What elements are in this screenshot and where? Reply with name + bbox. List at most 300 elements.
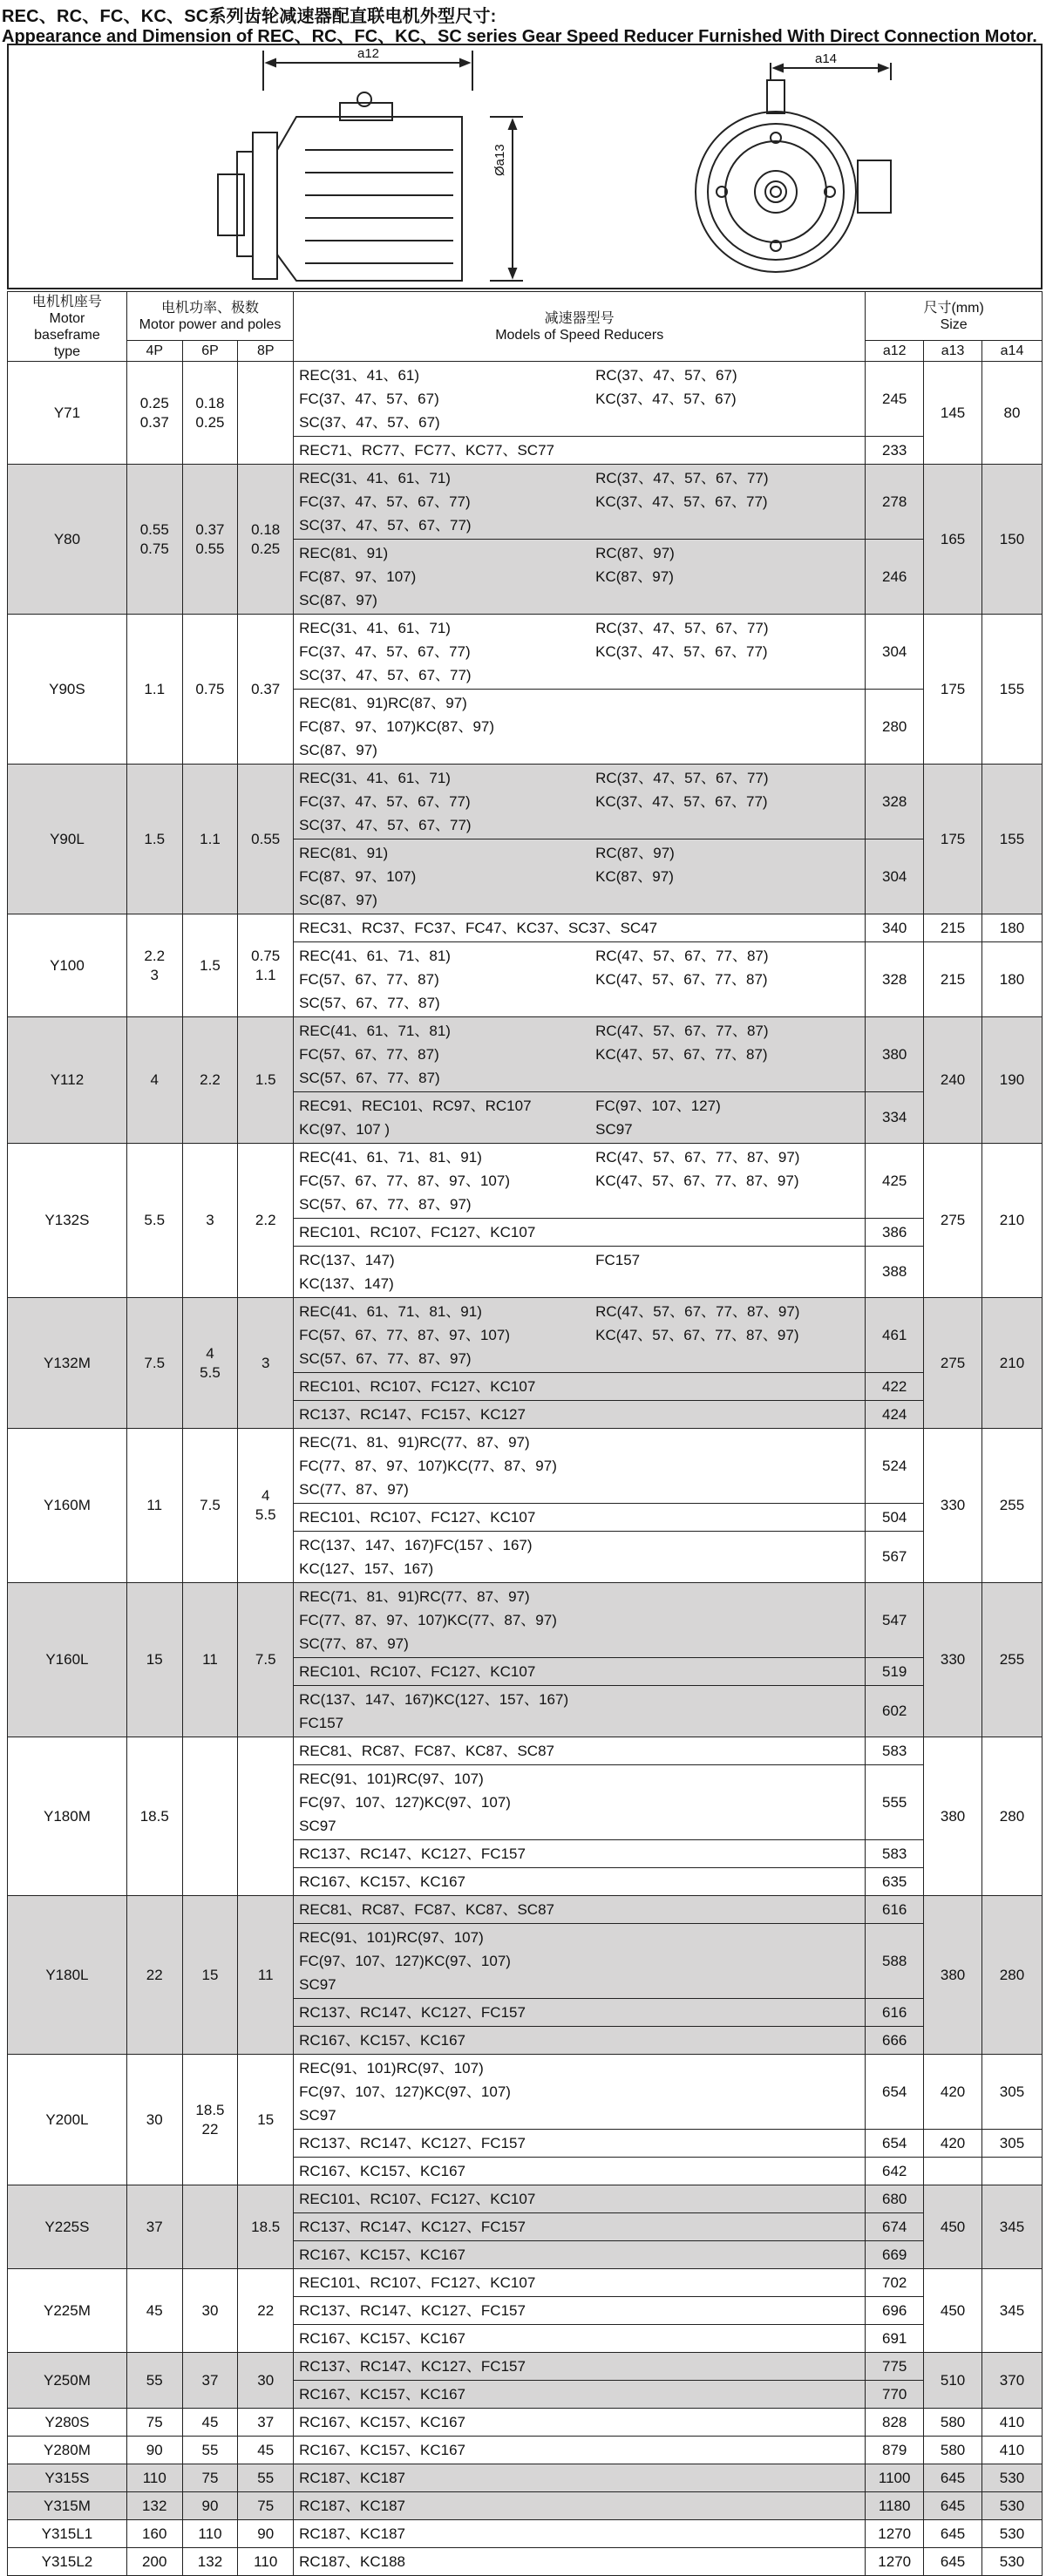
power-8p-cell [238, 2269, 294, 2353]
power-6p-cell-line: 132 [197, 2552, 223, 2570]
model-text: REC(71、81、91)RC(77、87、97) [299, 1434, 530, 1451]
power-4p-cell-line: 1.1 [144, 680, 166, 697]
power-4p-cell-line: 55 [146, 2371, 163, 2389]
model-text: SC97 [299, 1818, 336, 1834]
model-text: KC(47、57、67、77、87、97) [595, 1327, 799, 1343]
power-4p-cell-line: 0.55 [139, 520, 169, 538]
a12-cell: 602 [866, 1686, 924, 1737]
power-6p-cell-line: 18.5 [195, 2101, 225, 2118]
reducer-models-cell [294, 2381, 866, 2409]
power-8p-cell-line: 30 [257, 2371, 275, 2389]
baseframe-cell-line: Y132M [44, 1354, 91, 1371]
model-text: REC(81、91) [299, 845, 389, 861]
power-6p-cell [182, 2409, 238, 2437]
power-4p-cell-line: 7.5 [144, 1354, 166, 1371]
a13-cell: 645 [924, 2520, 982, 2548]
baseframe-cell-line: Y180L [45, 1966, 89, 1983]
model-text: REC(31、41、61、71) [299, 770, 451, 786]
model-text: RC137、RC147、KC127、FC157 [299, 2302, 526, 2319]
power-6p-cell-line: 5.5 [200, 1363, 221, 1381]
reducer-models-cell [294, 2158, 866, 2185]
model-text: FC(57、67、77、87) [299, 971, 439, 988]
reducer-models-cell [294, 465, 866, 540]
reducer-models-cell [294, 2297, 866, 2325]
power-4p-cell [126, 2269, 182, 2353]
model-text: SC(37、47、57、67、77) [299, 517, 472, 534]
baseframe-cell [8, 2409, 127, 2437]
power-8p-cell-line: 15 [257, 2110, 275, 2128]
power-8p-cell-line: 18.5 [251, 2218, 281, 2235]
model-text: RC(37、47、57、67、77) [595, 770, 769, 786]
model-text: REC91、REC101、RC97、RC107 [299, 1098, 532, 1114]
table-row [8, 2185, 1043, 2213]
a14-cell: 305 [981, 2130, 1042, 2158]
a13-cell: 580 [924, 2437, 982, 2464]
power-8p-cell-line: 0.75 [251, 947, 281, 964]
model-text: SC97 [595, 1121, 633, 1138]
model-text: REC31、RC37、FC37、FC47、KC37、SC37、SC47 [299, 920, 658, 936]
power-6p-cell [182, 2269, 238, 2353]
a13-cell: 450 [924, 2185, 982, 2269]
power-6p-cell-line: 2.2 [200, 1071, 221, 1088]
power-4p-cell [126, 765, 182, 914]
baseframe-cell [8, 1429, 127, 1583]
power-8p-cell-line: 5.5 [255, 1506, 276, 1523]
model-text: KC(47、57、67、77、87、97) [595, 1172, 799, 1189]
power-8p-cell-line: 37 [257, 2413, 275, 2430]
power-4p-cell [126, 1144, 182, 1298]
a12-cell: 669 [866, 2241, 924, 2269]
reducer-models-cell [294, 2409, 866, 2437]
power-4p-cell [126, 1298, 182, 1429]
a13-cell: 645 [924, 2492, 982, 2520]
baseframe-cell [8, 2548, 127, 2576]
baseframe-cell [8, 2492, 127, 2520]
power-4p-cell-line: 3 [150, 966, 159, 983]
reducer-models-cell [294, 1144, 866, 1219]
table-row [8, 2055, 1043, 2130]
a12-cell: 280 [866, 690, 924, 765]
power-8p-cell [238, 2548, 294, 2576]
power-8p-cell [238, 914, 294, 1017]
power-6p-cell [182, 1583, 238, 1737]
power-4p-cell-line: 110 [142, 2469, 166, 2486]
power-8p-cell-line: 3 [261, 1354, 270, 1371]
power-8p-cell [238, 1896, 294, 2055]
power-6p-cell [182, 1429, 238, 1583]
baseframe-cell [8, 1583, 127, 1737]
a12-cell: 616 [866, 1999, 924, 2027]
a14-cell: 155 [981, 615, 1042, 765]
model-text: SC(57、67、77、87) [299, 995, 440, 1011]
power-4p-cell [126, 362, 182, 465]
baseframe-cell-line: Y132S [44, 1212, 90, 1228]
power-6p-cell [182, 1144, 238, 1298]
baseframe-cell [8, 2185, 127, 2269]
a12-cell: 519 [866, 1658, 924, 1686]
model-text: RC(47、57、67、77、87) [595, 948, 769, 964]
power-6p-cell [182, 2055, 238, 2185]
table-row [8, 2269, 1043, 2297]
power-4p-cell-line: 22 [146, 1966, 163, 1983]
a13-cell: 175 [924, 765, 982, 914]
reducer-models-cell [294, 362, 866, 437]
reducer-models-cell [294, 437, 866, 465]
model-text: RC167、KC157、KC167 [299, 2246, 465, 2263]
a14-cell: 190 [981, 1017, 1042, 1144]
a12-cell: 304 [866, 615, 924, 690]
power-8p-cell-line: 55 [257, 2469, 275, 2486]
baseframe-cell [8, 1737, 127, 1896]
baseframe-cell-line: Y90S [49, 680, 85, 697]
a13-cell: 450 [924, 2269, 982, 2353]
model-text: REC(91、101)RC(97、107) [299, 1771, 484, 1787]
power-8p-cell-line: 1.5 [255, 1071, 276, 1088]
model-text: RC(137、147) [299, 1252, 395, 1268]
a13-cell: 420 [924, 2055, 982, 2130]
a12-cell: 702 [866, 2269, 924, 2297]
power-4p-cell-line: 75 [146, 2413, 163, 2430]
a14-cell: 280 [981, 1737, 1042, 1896]
model-text: KC(87、97) [595, 568, 674, 585]
power-4p-cell-line: 2.2 [144, 947, 166, 964]
reducer-models-cell [294, 1765, 866, 1840]
a12-cell: 304 [866, 839, 924, 914]
reducer-models-cell [294, 1504, 866, 1532]
power-4p-cell-line: 18.5 [139, 1807, 169, 1825]
reducer-models-cell [294, 1868, 866, 1896]
a13-cell [924, 2158, 982, 2185]
power-8p-cell-line: 75 [257, 2497, 275, 2514]
model-text: REC(31、41、61、71) [299, 620, 451, 636]
model-text: FC(77、87、97、107)KC(77、87、97) [299, 1612, 557, 1628]
a14-cell: 155 [981, 765, 1042, 914]
baseframe-cell-line: Y225S [44, 2218, 90, 2235]
power-4p-cell-line: 1.5 [144, 830, 166, 847]
model-text: RC167、KC157、KC167 [299, 2414, 465, 2430]
dimension-table [7, 291, 1043, 2576]
a14-cell: 210 [981, 1298, 1042, 1429]
model-text: RC187、KC187 [299, 2470, 406, 2486]
baseframe-cell [8, 1144, 127, 1298]
model-text: REC81、RC87、FC87、KC87、SC87 [299, 1743, 554, 1759]
power-6p-cell [182, 2520, 238, 2548]
reducer-models-cell [294, 1017, 866, 1092]
table-row [8, 2409, 1043, 2437]
title-english: Appearance and Dimension of REC、RC、FC、KC、SC series Gear Speed Reducer Furnished With Direct Connection Motor. [2, 27, 1037, 46]
a12-cell: 674 [866, 2213, 924, 2241]
baseframe-cell [8, 2055, 127, 2185]
reducer-models-cell [294, 1298, 866, 1373]
a12-cell: 879 [866, 2437, 924, 2464]
a13-cell: 420 [924, 2130, 982, 2158]
model-text: FC(57、67、77、87、97、107) [299, 1172, 511, 1189]
a13-cell: 165 [924, 465, 982, 615]
baseframe-cell [8, 2520, 127, 2548]
reducer-models-cell [294, 1737, 866, 1765]
table-row [8, 765, 1043, 839]
power-6p-cell [182, 1017, 238, 1144]
model-text: FC(87、97、107) [299, 568, 417, 585]
a12-cell: 424 [866, 1401, 924, 1429]
a12-cell: 328 [866, 765, 924, 839]
power-4p-cell-line: 4 [150, 1071, 159, 1088]
power-4p-cell [126, 2437, 182, 2464]
power-6p-cell-line: 75 [201, 2469, 219, 2486]
model-text: RC(87、97) [595, 845, 675, 861]
table-row [8, 615, 1043, 690]
reducer-models-cell [294, 615, 866, 690]
a12-cell: 388 [866, 1247, 924, 1298]
reducer-models-cell [294, 1092, 866, 1144]
power-6p-cell-line: 110 [198, 2525, 222, 2542]
motor-dimension-drawing [7, 44, 1043, 289]
baseframe-cell-line: Y315L1 [41, 2525, 93, 2542]
model-text: REC101、RC107、FC127、KC107 [299, 1663, 536, 1680]
a12-cell: 654 [866, 2130, 924, 2158]
a13-cell: 215 [924, 914, 982, 942]
baseframe-cell [8, 1896, 127, 2055]
baseframe-cell-line: Y71 [53, 404, 81, 421]
power-4p-cell [126, 1896, 182, 2055]
reducer-models-cell [294, 2241, 866, 2269]
a12-cell: 691 [866, 2325, 924, 2353]
a12-cell: 635 [866, 1868, 924, 1896]
power-8p-cell [238, 2409, 294, 2437]
model-text: RC(47、57、67、77、87、97) [595, 1303, 800, 1320]
table-row [8, 1144, 1043, 1219]
model-text: SC(57、67、77、87、97) [299, 1350, 472, 1367]
reducer-models-cell [294, 1429, 866, 1504]
power-6p-cell-line: 0.37 [195, 520, 225, 538]
model-text: RC187、KC187 [299, 2498, 406, 2514]
model-text: FC(97、107、127)KC(97、107) [299, 1953, 511, 1969]
model-text: FC(77、87、97、107)KC(77、87、97) [299, 1458, 557, 1474]
power-4p-cell [126, 1017, 182, 1144]
power-8p-cell [238, 465, 294, 615]
power-6p-cell-line: 4 [206, 1344, 214, 1362]
power-4p-cell-line: 37 [146, 2218, 163, 2235]
model-text: RC167、KC157、KC167 [299, 2163, 465, 2179]
a13-cell: 645 [924, 2464, 982, 2492]
model-text: FC(97、107、127)KC(97、107) [299, 1794, 511, 1811]
baseframe-cell-line: Y160L [45, 1651, 89, 1668]
power-4p-cell [126, 1583, 182, 1737]
model-text: SC(57、67、77、87、97) [299, 1196, 472, 1213]
power-8p-cell [238, 615, 294, 765]
a14-cell: 530 [981, 2464, 1042, 2492]
model-text: RC137、RC147、KC127、FC157 [299, 2135, 526, 2151]
model-text: RC187、KC187 [299, 2525, 406, 2542]
a13-cell: 330 [924, 1583, 982, 1737]
a12-cell: 616 [866, 1896, 924, 1924]
power-6p-cell-line: 0.75 [195, 680, 225, 697]
power-4p-cell [126, 465, 182, 615]
model-text: REC81、RC87、FC87、KC87、SC87 [299, 1901, 554, 1918]
model-text: KC(137、147) [299, 1275, 394, 1292]
table-row [8, 2464, 1043, 2492]
a12-cell: 461 [866, 1298, 924, 1373]
model-text: RC187、KC188 [299, 2553, 406, 2570]
power-6p-cell [182, 2464, 238, 2492]
power-6p-cell [182, 362, 238, 465]
model-text: REC101、RC107、FC127、KC107 [299, 2191, 536, 2207]
a13-cell: 380 [924, 1737, 982, 1896]
model-text: REC101、RC107、FC127、KC107 [299, 1509, 536, 1526]
header-4p: 4P [126, 341, 182, 362]
power-4p-cell-line: 30 [146, 2110, 163, 2128]
baseframe-cell-line: Y250M [44, 2371, 91, 2389]
table-row [8, 465, 1043, 540]
a13-cell: 330 [924, 1429, 982, 1583]
power-6p-cell [182, 2185, 238, 2269]
reducer-models-cell [294, 2520, 866, 2548]
model-text: RC137、RC147、KC127、FC157 [299, 2358, 526, 2375]
a12-cell: 504 [866, 1504, 924, 1532]
a13-cell: 580 [924, 2409, 982, 2437]
model-text: RC(47、57、67、77、87) [595, 1023, 769, 1039]
reducer-models-cell [294, 1401, 866, 1429]
power-8p-cell-line: 0.18 [251, 520, 281, 538]
baseframe-cell [8, 615, 127, 765]
power-8p-cell [238, 2492, 294, 2520]
model-text: REC(81、91)RC(87、97) [299, 695, 467, 711]
a12-cell: 555 [866, 1765, 924, 1840]
table-row [8, 2492, 1043, 2520]
a13-cell: 380 [924, 1896, 982, 2055]
reducer-models-cell [294, 2353, 866, 2381]
baseframe-cell-line: Y80 [53, 530, 81, 547]
baseframe-cell-line: Y315S [44, 2469, 90, 2486]
model-text: RC167、KC157、KC167 [299, 2386, 465, 2403]
power-4p-cell-line: 200 [142, 2552, 167, 2570]
model-text: REC(71、81、91)RC(77、87、97) [299, 1588, 530, 1605]
power-4p-cell-line: 11 [146, 1497, 163, 1513]
model-text: KC(97、107 ) [299, 1121, 391, 1138]
a12-cell: 588 [866, 1924, 924, 1999]
a12-cell: 524 [866, 1429, 924, 1504]
model-text: RC137、RC147、KC127、FC157 [299, 2219, 526, 2235]
power-4p-cell [126, 2492, 182, 2520]
power-6p-cell [182, 1737, 238, 1896]
header-a12: a12 [866, 341, 924, 362]
power-4p-cell-line: 132 [142, 2497, 167, 2514]
table-row [8, 914, 1043, 942]
model-text: REC71、RC77、FC77、KC77、SC77 [299, 442, 554, 459]
a12-cell: 380 [866, 1017, 924, 1092]
a12-cell: 583 [866, 1840, 924, 1868]
model-text: REC(41、61、71、81、91) [299, 1303, 482, 1320]
a12-cell: 386 [866, 1219, 924, 1247]
power-4p-cell [126, 2055, 182, 2185]
a14-cell: 410 [981, 2409, 1042, 2437]
header-a14: a14 [981, 341, 1042, 362]
power-6p-cell [182, 2548, 238, 2576]
model-text: SC(37、47、57、67) [299, 414, 440, 431]
model-text: FC157 [299, 1715, 344, 1731]
power-6p-cell-line: 11 [202, 1651, 218, 1668]
model-text: RC167、KC157、KC167 [299, 2442, 465, 2458]
model-text: FC(37、47、57、67) [299, 391, 439, 407]
power-4p-cell [126, 1429, 182, 1583]
a12-cell: 340 [866, 914, 924, 942]
power-8p-cell-line: 7.5 [255, 1651, 276, 1668]
baseframe-cell-line: Y315L2 [41, 2552, 93, 2570]
power-4p-cell-line: 0.25 [139, 394, 169, 411]
reducer-models-cell [294, 765, 866, 839]
model-text: SC(87、97) [299, 592, 377, 608]
a12-cell: 1270 [866, 2548, 924, 2576]
reducer-models-cell [294, 1219, 866, 1247]
power-6p-cell-line: 0.18 [195, 394, 225, 411]
baseframe-cell [8, 465, 127, 615]
power-8p-cell-line: 2.2 [255, 1212, 276, 1228]
model-text: RC(37、47、57、67) [595, 367, 737, 384]
power-6p-cell-line: 55 [201, 2441, 219, 2458]
table-row [8, 1017, 1043, 1092]
reducer-models-cell [294, 1896, 866, 1924]
power-6p-cell-line: 30 [201, 2301, 219, 2319]
header-8p: 8P [238, 341, 294, 362]
reducer-models-cell [294, 690, 866, 765]
reducer-models-cell [294, 839, 866, 914]
power-8p-cell-line: 0.55 [251, 830, 281, 847]
power-4p-cell [126, 2409, 182, 2437]
power-8p-cell-line: 45 [257, 2441, 275, 2458]
model-text: REC(41、61、71、81) [299, 948, 451, 964]
power-8p-cell-line: 110 [254, 2552, 278, 2570]
header-models: 减速器型号 Models of Speed Reducers [294, 292, 866, 362]
a12-cell: 246 [866, 540, 924, 615]
a14-cell: 210 [981, 1144, 1042, 1298]
model-text: RC137、RC147、FC157、KC127 [299, 1406, 526, 1423]
power-8p-cell [238, 765, 294, 914]
baseframe-cell [8, 914, 127, 1017]
power-6p-cell [182, 465, 238, 615]
power-4p-cell [126, 2548, 182, 2576]
power-8p-cell [238, 1583, 294, 1737]
model-text: REC(31、41、61、71) [299, 470, 451, 486]
model-text: RC167、KC157、KC167 [299, 2330, 465, 2347]
power-8p-cell [238, 1017, 294, 1144]
model-text: RC(137、147、167)KC(127、157、167) [299, 1691, 569, 1708]
power-6p-cell-line: 1.1 [200, 830, 221, 847]
header-power: 电机功率、极数 Motor power and poles [126, 292, 293, 341]
power-4p-cell-line: 15 [146, 1651, 163, 1668]
model-text: KC(47、57、67、77、87) [595, 1046, 768, 1063]
a12-cell: 328 [866, 942, 924, 1017]
baseframe-cell [8, 765, 127, 914]
power-4p-cell-line: 0.37 [139, 413, 169, 431]
reducer-models-cell [294, 2213, 866, 2241]
model-text: RC(47、57、67、77、87、97) [595, 1149, 800, 1166]
model-text: REC101、RC107、FC127、KC107 [299, 1378, 536, 1395]
reducer-models-cell [294, 2269, 866, 2297]
a13-cell: 645 [924, 2548, 982, 2576]
power-4p-cell-line: 45 [146, 2301, 163, 2319]
power-4p-cell-line: 160 [142, 2525, 167, 2542]
table-row [8, 2548, 1043, 2576]
power-6p-cell [182, 2437, 238, 2464]
a14-cell: 255 [981, 1429, 1042, 1583]
a12-cell: 775 [866, 2353, 924, 2381]
model-text: RC(87、97) [595, 545, 675, 561]
model-text: FC157 [595, 1252, 641, 1268]
a14-cell: 150 [981, 465, 1042, 615]
model-text: FC(37、47、57、67、77) [299, 793, 471, 810]
reducer-models-cell [294, 1658, 866, 1686]
baseframe-cell [8, 1017, 127, 1144]
